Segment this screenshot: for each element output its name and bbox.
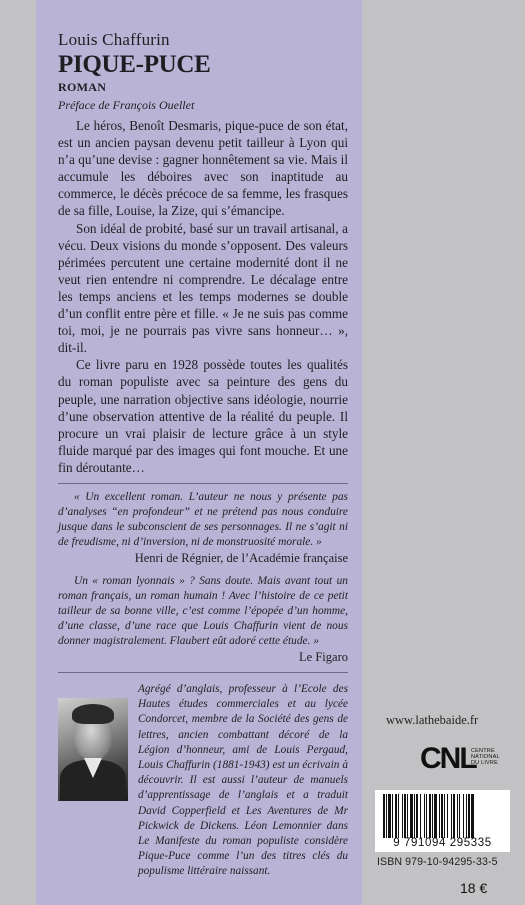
cnl-logo-mark: CNL — [420, 742, 476, 775]
author-name: Louis Chaffurin — [58, 30, 170, 49]
quote-text: Un « roman lyonnais » ? Sans doute. Mais avant tout un roman français, un roman humain ! Avec l’histoire de ce petit tailleur de sa bonne ville, c’est comme l’épopée d’un homme, d’une classe, d’une race que Louis Chaffurin vient de nous donner magistralement. Flaubert eût adoré cette étude. » — [58, 574, 348, 647]
author-bio — [58, 682, 348, 880]
preface-credit: Préface de François Ouellet — [58, 98, 195, 112]
summary-paragraph: Ce livre paru en 1928 possède toutes les qualités du roman populiste avec sa peinture des gens du peuple, une narration objective sans idéologie, nourrie d’une observation attentive de la réalité du peuple. Il procure un vrai plaisir de lecture grâce à un style fluide marqué par des images qui font mouche. Et une fin déroutante… — [58, 357, 348, 475]
summary-paragraph: Le héros, Benoît Desmaris, pique-puce de son état, est un ancien paysan devenu petit tailleur à Lyon qui n’a qu’une devise : gagner honnêtement sa vie. Mais il accumule les déboires avec son inaptitude au commerce, le décès précoce de sa femme, les frasques de sa fille, Louise, la Zize, qui s’émancipe. — [58, 118, 348, 219]
barcode-digits: 9 791094 295335 — [393, 837, 492, 849]
cnl-logo-caption: CENTRE NATIONAL DU LIVRE — [471, 748, 500, 766]
barcode-bars — [383, 794, 502, 838]
quote-text: « Un excellent roman. L’auteur ne nous y présente pas d’analyses “en profondeur” et ne prétend pas nous conduire jusque dans le subconscient de ses personnages. Il ne s’agit ni de freudisme, ni d’inversion, ni de monstruosité morale. » — [58, 490, 348, 548]
cover-right-area — [362, 0, 525, 905]
cnl-logo — [420, 742, 510, 778]
quote-source: Le Figaro — [299, 649, 348, 664]
price: 18 € — [460, 880, 488, 896]
summary-paragraph: Son idéal de probité, basé sur un travail artisanal, a vécu. Deux visions du monde s’opposent. Des valeurs périmées percutent une certaine modernité dont il ne veut rien entendre ni comprendre. Le décalage entre les temps anciens et les temps modernes se double d’un conflit entre père et fille. « Je ne suis pas comme toi, moi, je ne pourrais pas vivre sans honneur… », dit-il. — [58, 220, 348, 356]
divider — [58, 672, 348, 673]
text-column — [58, 30, 348, 679]
press-quote — [58, 490, 348, 566]
quote-source: Henri de Régnier, de l’Académie française — [134, 550, 348, 565]
isbn-number: ISBN 979-10-94295-33-5 — [377, 856, 498, 868]
isbn-barcode — [375, 790, 510, 852]
bio-paragraph: Agrégé d’anglais, professeur à l’Ecole des Hautes études commerciales et au lycée Condorcet, membre de la Société des gens de lettres, ancien combattant décoré de la Légion d’honneur, ami de Louis Pergaud, Louis Chaffurin (1881-1943) est un écrivain à découvrir. Il est aussi l’auteur de manuels d’apprentissage de l’anglais et a traduit David Copperfield et Les Aventures de Mr Pickwick de Dickens. Léon Lemonnier dans Le Manifeste du roman populiste considère Pique-Puce comme l’un des titres clés du populisme littéraire naissant. — [138, 683, 348, 878]
book-genre: ROMAN — [58, 80, 107, 94]
summary — [58, 117, 348, 476]
press-quote — [58, 574, 348, 665]
book-title: PIQUE-PUCE — [58, 51, 211, 78]
author-photo — [58, 698, 128, 801]
publisher-url[interactable]: www.lathebaide.fr — [386, 713, 479, 727]
divider — [58, 483, 348, 484]
